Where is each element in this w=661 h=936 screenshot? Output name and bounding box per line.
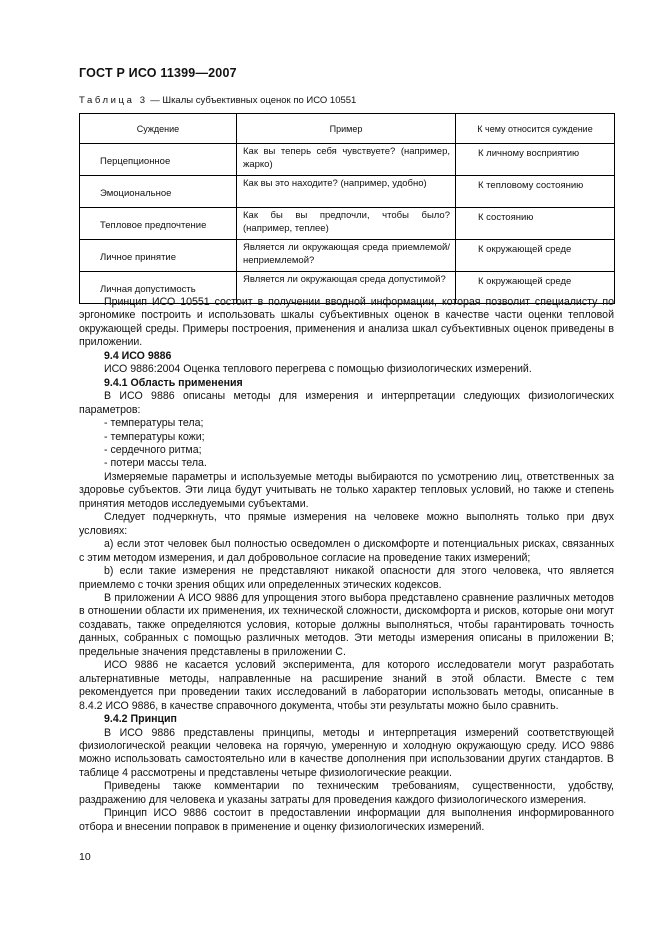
paragraph: а) если этот человек был полностью осведомлен о дискомфорте и потенциальных рисках, связанных с этим методом измерения, и дал добровольное согласие на проведение таких измерений; [79,538,614,564]
table-row [80,208,615,240]
list-item: - сердечного ритма; [104,443,202,456]
cell-judgment: Перцепционное [80,144,237,176]
table-header-row [80,114,615,144]
document-body [79,296,614,834]
column-header-example: Пример [237,114,456,144]
page-number: 10 [79,851,91,863]
column-header-judgment: Суждение [80,114,237,144]
cell-example: Как бы вы предпочли, чтобы было? (например, теплее) [237,208,456,240]
list-item: - температуры тела; [104,417,204,430]
table-caption-label: Таблица 3 [79,95,148,106]
cell-relates: К состоянию [456,208,615,240]
table-caption-text: — Шкалы субъективных оценок по ИСО 10551 [147,95,357,106]
paragraph: ИСО 9886:2004 Оценка теплового перегрева с помощью физиологических измерений. [104,363,532,376]
table-caption [79,95,356,106]
subjective-scales-table [79,113,615,304]
cell-example: Является ли окружающая среда допустимой? [237,272,456,304]
paragraph: b) если такие измерения не представляют никакой опасности для этого человека, что является приемлемо с точки зрения общих или определенных этических кодексов. [79,565,614,591]
cell-relates: К личному восприятию [456,144,615,176]
document-header: ГОСТ Р ИСО 11399—2007 [79,66,237,80]
cell-judgment: Тепловое предпочтение [80,208,237,240]
cell-judgment: Личная допустимость [80,272,237,304]
cell-example: Как вы это находите? (например, удобно) [237,176,456,208]
cell-example: Является ли окружающая среда приемлемой/неприемлемой? [237,240,456,272]
paragraph: ИСО 9886 не касается условий эксперимента, для которого исследователи могут разработать альтернативные методы, направленные на расширение знаний в этой области. Вместе с тем рекомендуется при проведении таких исследований в лаборатории использовать методы, описанные в 8.4.2 ИСО 9886, в качестве справочного документа, чтобы эти результаты можно было сравнить. [79,659,614,712]
section-heading-9-4: 9.4 ИСО 9886 [104,349,172,362]
cell-relates: К окружающей среде [456,240,615,272]
table-row [80,144,615,176]
column-header-relates: К чему относится суждение [456,114,615,144]
section-heading-9-4-2: 9.4.2 Принцип [104,713,177,726]
paragraph: Следует подчеркнуть, что прямые измерения на человеке можно выполнять только при двух условиях: [79,511,614,537]
cell-example: Как вы теперь себя чувствуете? (например, жарко) [237,144,456,176]
paragraph: Приведены также комментарии по техническим требованиям, существенности, удобству, раздражению для человека и указаны затраты для проведения каждого физиологического измерения. [79,780,614,806]
table-row [80,176,615,208]
paragraph: В ИСО 9886 описаны методы для измерения и интерпретации следующих физиологических параметров: [79,390,614,416]
table-row [80,240,615,272]
paragraph: Принцип ИСО 10551 состоит в получении вводной информации, которая позволит специалисту по эргономике построить и использовать шкалы субъективных оценок в качестве части оценки тепловой окружающей среды. Примеры построения, применения и анализа шкал субъективных оценок приведены в приложении. [79,296,614,349]
paragraph: Измеряемые параметры и используемые методы выбираются по усмотрению лиц, ответственных за здоровье субъектов. Эти лица будут учитывать не только характер тепловых условий, но также и степень принятия методов исследуемыми субъектами. [79,470,614,510]
list-item: - температуры кожи; [104,430,205,443]
paragraph: В приложении А ИСО 9886 для упрощения этого выбора представлено сравнение различных методов в отношении области их применения, их технической сложности, дискомфорта и рисков, которые они могут создавать, также определяются условия, которые должны выполняться, чтобы гарантировать точность данных, собранных с помощью различных методов. Эти методы измерения описаны в приложении В; предельные значения представлены в приложении С. [79,591,614,658]
paragraph: В ИСО 9886 представлены принципы, методы и интерпретация измерений соответствующей физиологической реакции человека на горячую, умеренную и холодную окружающую среду. ИСО 9886 можно использовать самостоятельно или в качестве дополнения при использовании других стандартов. В таблице 4 рассмотрены и представлены четыре физиологические реакции. [79,726,614,779]
section-heading-9-4-1: 9.4.1 Область применения [104,376,243,389]
cell-relates: К окружающей среде [456,272,615,304]
cell-judgment: Эмоциональное [80,176,237,208]
list-item: - потери массы тела. [104,457,207,470]
paragraph: Принцип ИСО 9886 состоит в предоставлении информации для выполнения информированного отбора и внесении поправок в применение и оценку физиологических измерений. [79,807,614,833]
cell-judgment: Личное принятие [80,240,237,272]
cell-relates: К тепловому состоянию [456,176,615,208]
